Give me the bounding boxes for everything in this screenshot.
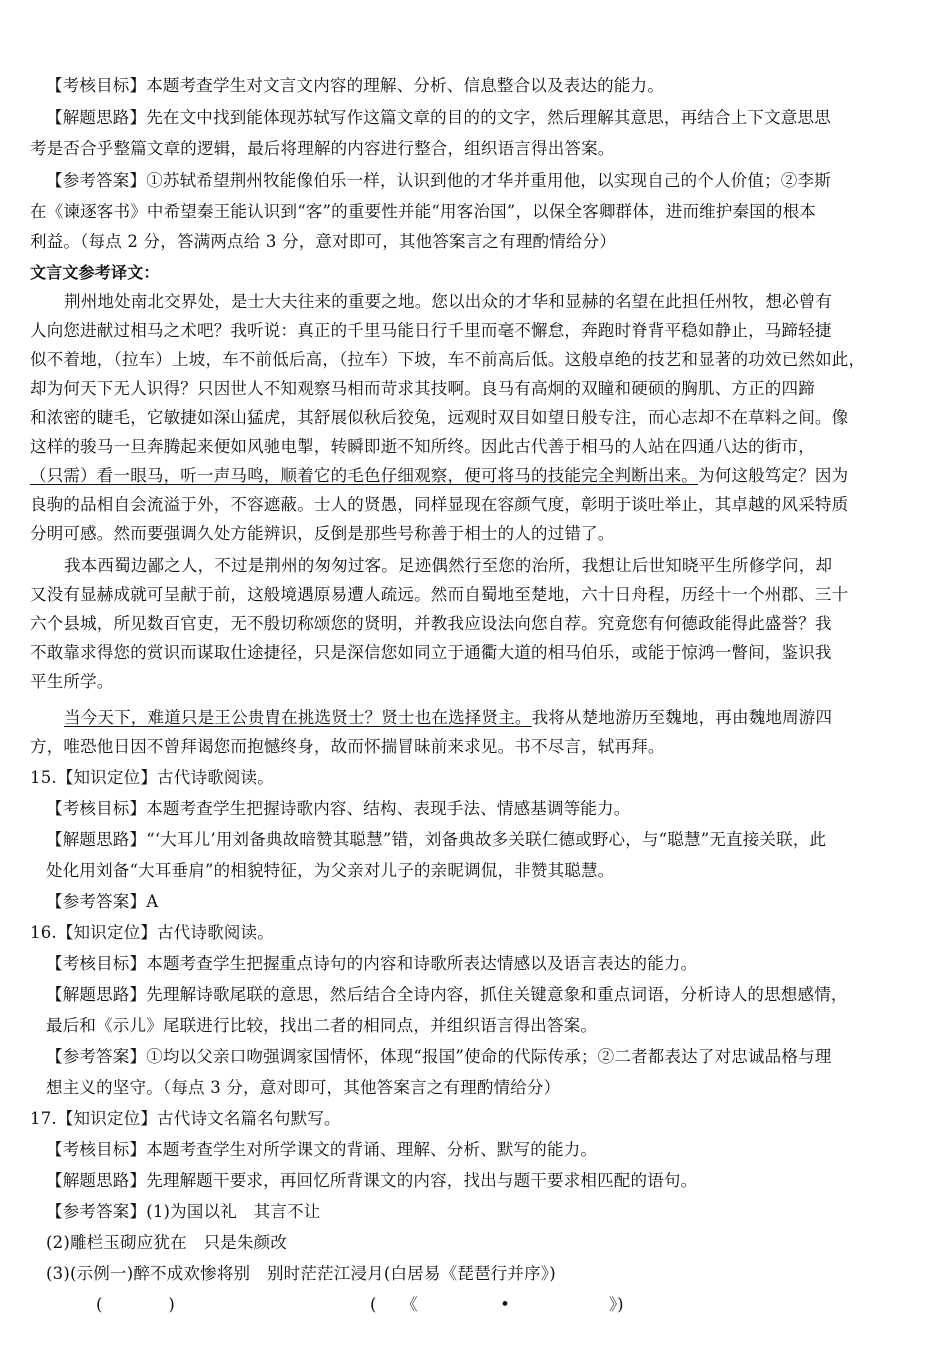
fill-blank-right: ( 《 • 》) xyxy=(370,1295,624,1314)
translation-p1-line-2: 人向您进献过相马之术吧？我听说：真正的千里马能日行千里而毫不懈怠，奔跑时脊背平稳如静止，马蹄轻捷 xyxy=(30,321,832,340)
q15-position: 15.【知识定位】古代诗歌阅读。 xyxy=(30,768,274,787)
q14-answer-line-3: 利益。（每点 2 分，答满两点给 3 分，意对即可，其他答案言之有理酌情给分） xyxy=(30,232,617,251)
q14-approach-line-1: 【解题思路】先在文中找到能体现苏轼写作这篇文章的目的的文字，然后理解其意思，再结合上下文意思思 xyxy=(46,108,831,127)
q15-approach-line-2: 处化用刘备“大耳垂肩”的相貌特征，为父亲对儿子的亲昵调侃，非赞其聪慧。 xyxy=(46,861,615,880)
translation-p2-line-1: 我本西蜀边鄙之人，不过是荆州的匆匆过客。足迹偶然行至您的治所，我想让后世知晓平生所修学问，却 xyxy=(64,556,833,575)
q17-answer-line-2: (2)雕栏玉砌应犹在 只是朱颜改 xyxy=(46,1233,288,1252)
q15-target: 【考核目标】本题考查学生把握诗歌内容、结构、表现手法、情感基调等能力。 xyxy=(46,799,631,818)
q17-answer-line-3: (3)(示例一)醉不成欢惨将别 别时茫茫江浸月(白居易《琵琶行并序》) xyxy=(46,1264,556,1283)
translation-p1-line-3: 似不着地，（拉车）上坡，车不前低后高，（拉车）下坡，车不前高后低。这般卓绝的技艺和显著的功效已然如此， xyxy=(30,350,866,369)
translation-p1-line-7 xyxy=(0,463,950,489)
q14-approach-line-2: 考是否合乎整篇文章的逻辑，最后将理解的内容进行整合，组织语言得出答案。 xyxy=(30,139,615,158)
underlined-key-sentence-2: 当今天下，难道只是王公贵胄在挑选贤士？贤士也在选择贤主。 xyxy=(64,708,532,727)
translation-p1-line-1: 荆州地处南北交界处，是士大夫往来的重要之地。您以出众的才华和显赫的名望在此担任州牧，想必曾有 xyxy=(64,292,833,311)
q16-answer-line-2: 想主义的坚守。（每点 3 分，意对即可，其他答案言之有理酌情给分） xyxy=(46,1078,561,1097)
q17-answer-line-1: 【参考答案】(1)为国以礼 其言不让 xyxy=(46,1202,321,1221)
translation-p1-line-8: 良驹的品相自会流溢于外，不容遮蔽。士人的贤愚，同样显现在容颜气度，彰明于谈吐举止，其卓越的风采特质 xyxy=(30,495,849,514)
q14-answer-line-2: 在《谏逐客书》中希望秦王能认识到“客”的重要性并能“用客治国”，以保全客卿群体，进而维护秦国的根本 xyxy=(30,202,817,221)
fill-blank-left: ( ) xyxy=(96,1295,175,1314)
q16-target: 【考核目标】本题考查学生把握重点诗句的内容和诗歌所表达情感以及语言表达的能力。 xyxy=(46,954,698,973)
translation-p1-line-6: 这样的骏马一旦奔腾起来便如风驰电掣，转瞬即逝不知所终。因此古代善于相马的人站在四通八达的街市， xyxy=(30,437,815,456)
q17-position: 17.【知识定位】古代诗文名篇名句默写。 xyxy=(30,1109,341,1128)
translation-p3-line-1-rest: 我将从楚地游历至魏地，再由魏地周游四 xyxy=(531,708,833,727)
translation-p2-line-4: 不敢靠求得您的赏识而谋取仕途捷径，只是深信您如同立于通衢大道的相马伯乐，或能于惊鸿一瞥间，鉴识我 xyxy=(30,643,832,662)
translation-p1-line-4: 却为何天下无人识得？只因世人不知观察马相而苛求其技啊。良马有高炯的双瞳和硬硕的胸肌、方正的四蹄 xyxy=(30,379,815,398)
translation-p2-line-2: 又没有显赫成就可呈献于前，这般境遇原易遭人疏远。然而自蜀地至楚地，六十日舟程，历经十一个州郡、三十 xyxy=(30,585,849,604)
translation-p1-line-7-rest: 为何这般笃定？因为 xyxy=(698,466,849,485)
q17-target: 【考核目标】本题考查学生对所学课文的背诵、理解、分析、默写的能力。 xyxy=(46,1140,598,1159)
translation-p3-line-2: 方，唯恐他日因不曾拜谒您而抱憾终身，故而怀揣冒昧前来求见。书不尽言，轼再拜。 xyxy=(30,737,665,756)
underlined-key-sentence: （只需）看一眼马，听一声马鸣，顺着它的毛色仔细观察，便可将马的技能完全判断出来。 xyxy=(30,466,698,485)
q14-answer-line-1: 【参考答案】①苏轼希望荆州牧能像伯乐一样，认识到他的才华并重用他，以实现自己的个人价值；②李斯 xyxy=(46,171,831,190)
translation-p1-line-9: 分明可感。然而要强调久处方能辨识，反倒是那些号称善于相士的人的过错了。 xyxy=(30,524,615,543)
q16-approach-line-1: 【解题思路】先理解诗歌尾联的意思，然后结合全诗内容，抓住关键意象和重点词语，分析诗人的思想感情， xyxy=(46,985,848,1004)
translation-p2-line-3: 六个县城，所见数百官吏，无不殷切称颂您的贤明，并教我应设法向您自荐。究竟您有何德政能得此盛誉？我 xyxy=(30,614,832,633)
q16-position: 16.【知识定位】古代诗歌阅读。 xyxy=(30,923,274,942)
q17-approach: 【解题思路】先理解题干要求，再回忆所背课文的内容，找出与题干要求相匹配的语句。 xyxy=(46,1171,698,1190)
translation-p3-line-1 xyxy=(0,705,950,731)
q16-answer-line-1: 【参考答案】①均以父亲口吻强调家国情怀，体现“报国”使命的代际传承；②二者都表达了对忠诚品格与理 xyxy=(46,1047,832,1066)
q15-answer: 【参考答案】A xyxy=(46,892,159,911)
q15-approach-line-1: 【解题思路】“‘大耳儿’用刘备典故暗赞其聪慧”错，刘备典故多关联仁德或野心，与“聪慧”无直接关联，此 xyxy=(46,830,827,849)
q14-target: 【考核目标】本题考查学生对文言文内容的理解、分析、信息整合以及表达的能力。 xyxy=(46,76,664,95)
translation-heading: 文言文参考译文： xyxy=(30,263,160,282)
translation-p2-line-5: 平生所学。 xyxy=(30,672,114,691)
q16-approach-line-2: 最后和《示儿》尾联进行比较，找出二者的相同点，并组织语言得出答案。 xyxy=(46,1016,598,1035)
translation-p1-line-5: 和浓密的睫毛，它敏捷如深山猛虎，其舒展似秋后狡兔，远观时双目如望日般专注，而心志却不在草料之间。像 xyxy=(30,408,849,427)
